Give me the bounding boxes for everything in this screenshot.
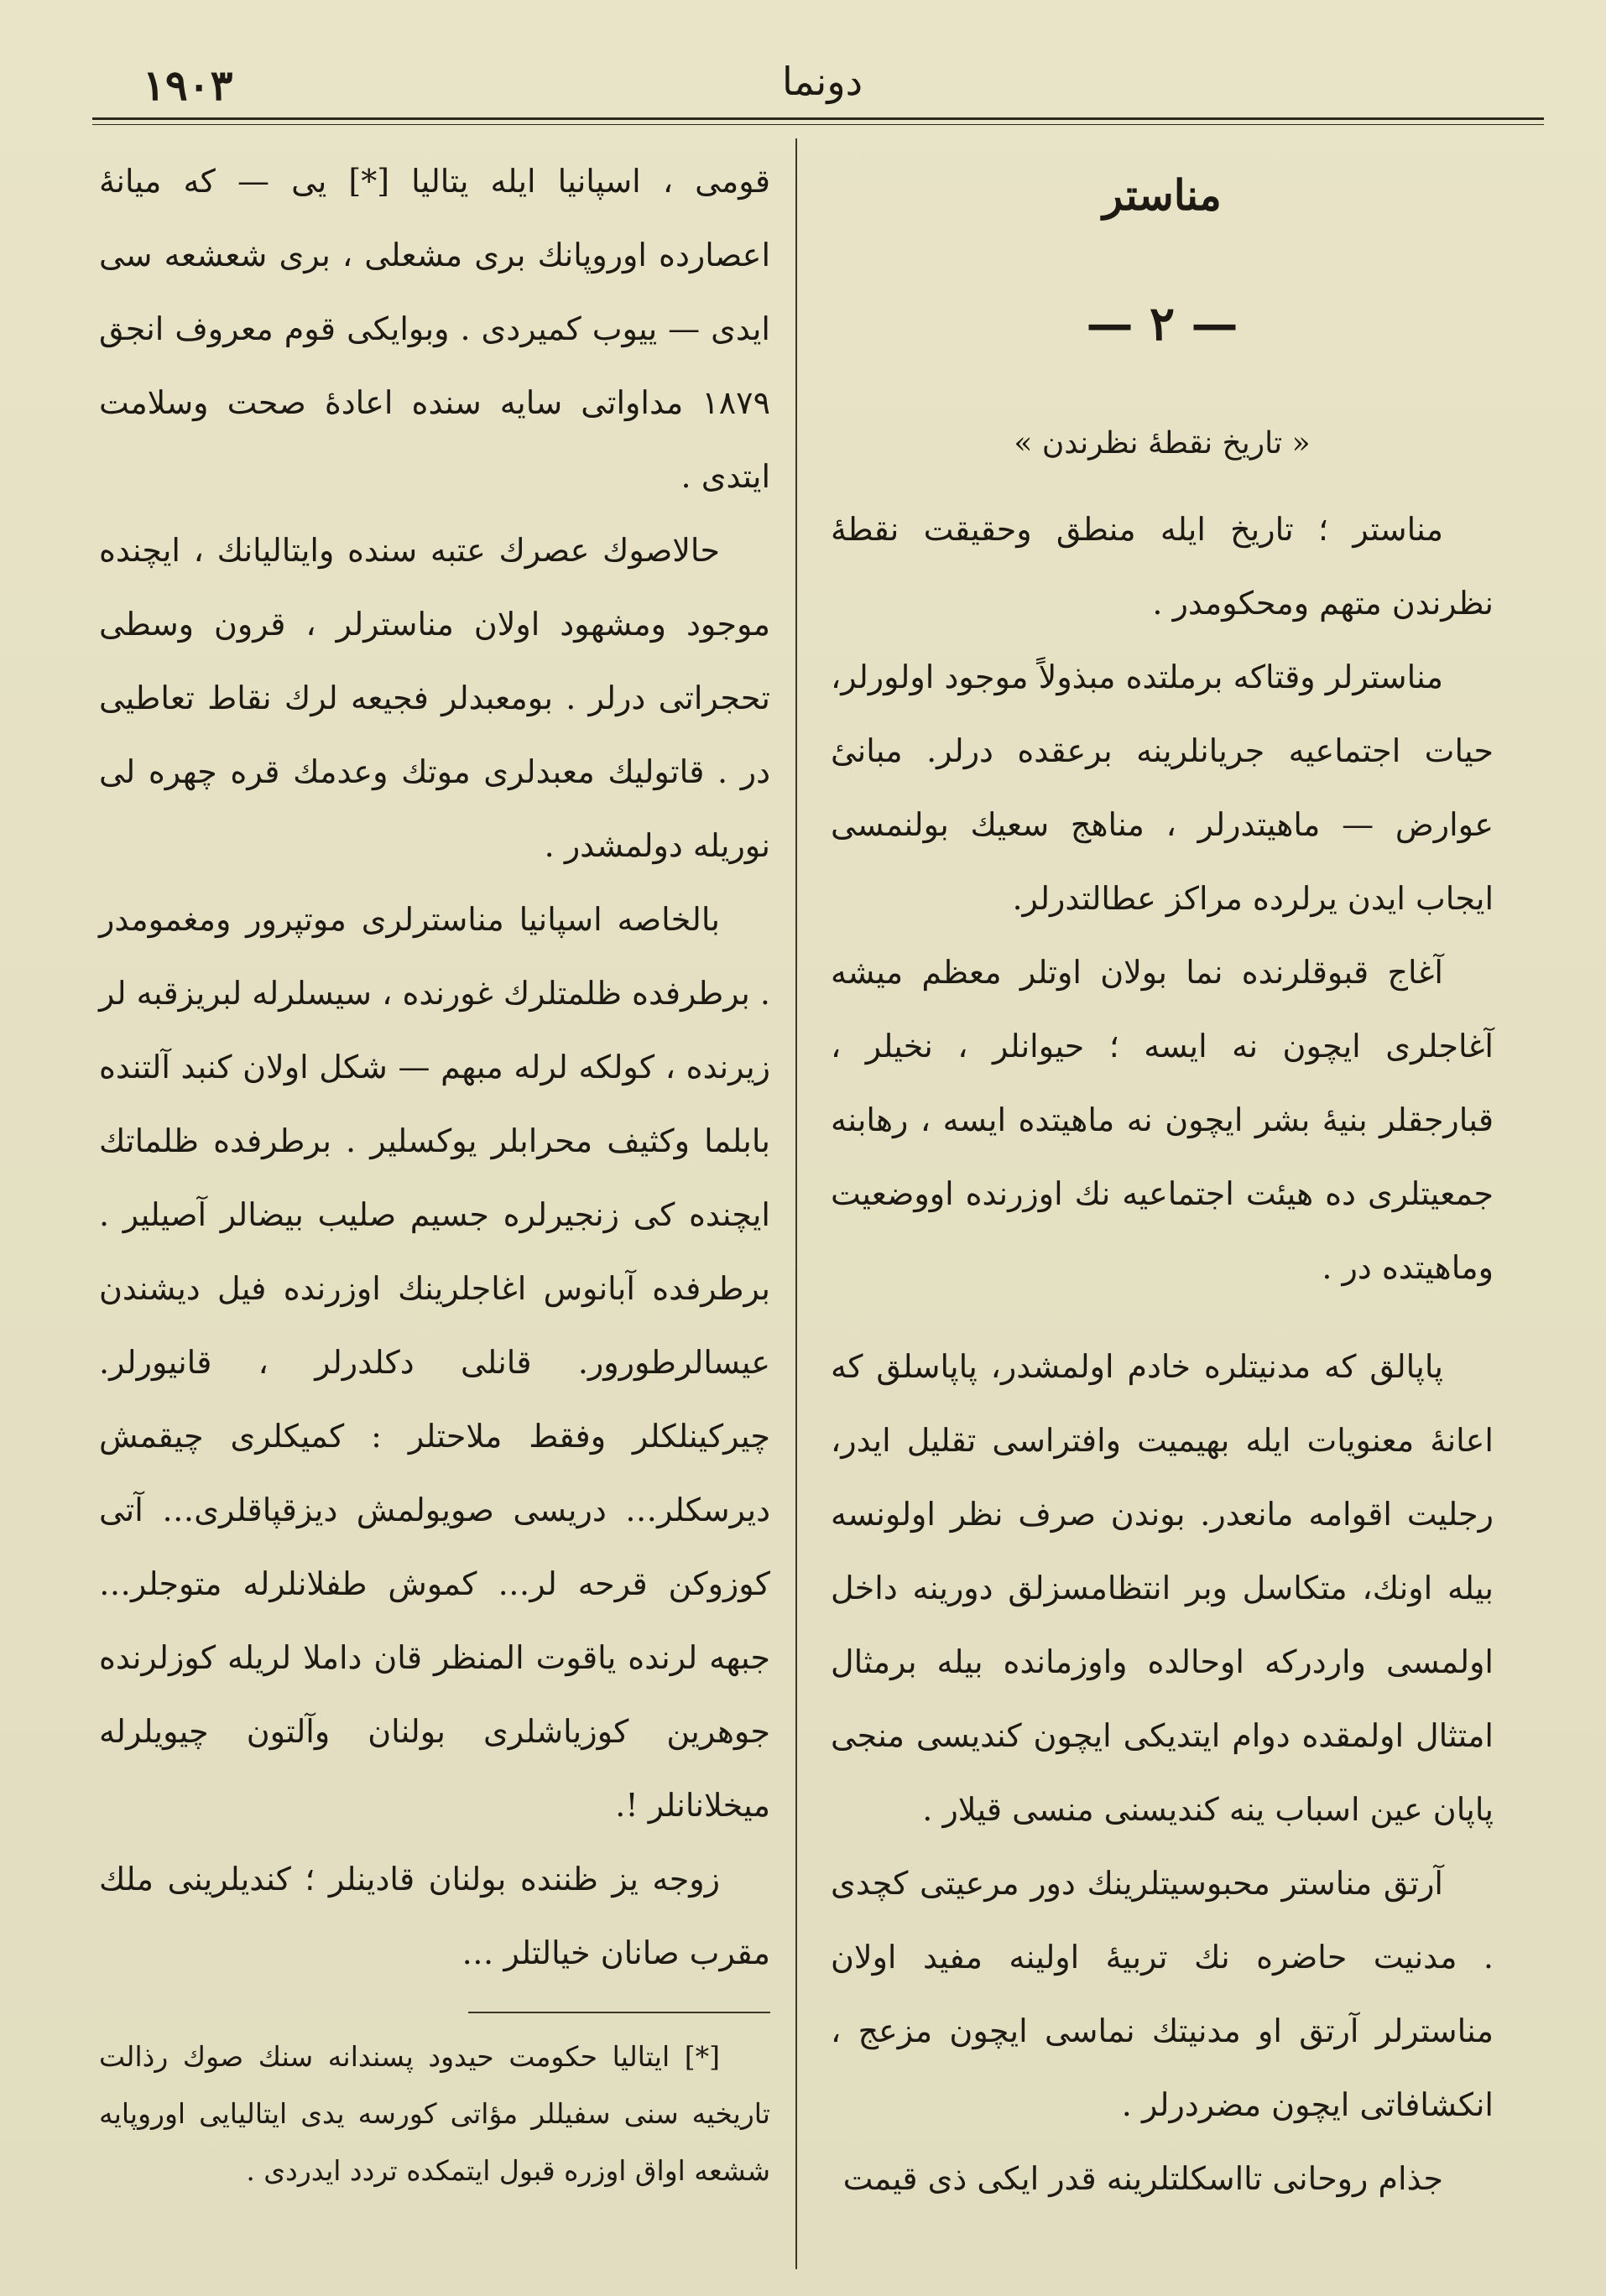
left-column [99, 144, 770, 2200]
paragraph: قومی ، اسپانيا ايله يتاليا [*] يی — كه ميانهٔ اعصارده اوروپانك بری مشعلی ، بری شعشعه سی ايدی — ييوب كميردی . وبوايكی قوم معروف انجق ١٨٧٩ مداواتی سايه سنده اعادهٔ صحت وسلامت ايتدی . [99, 163, 770, 495]
footnote-rule [468, 2012, 770, 2013]
article-number: — ٢ — [1086, 296, 1238, 351]
paragraph: آغاج قبوقلرنده نما بولان اوتلر معظم ميشه آغاجلری ايچون نه ايسه ؛ حيوانلر ، نخيلر ، قبارجقلر بنيهٔ بشر ايچون نه ماهيتده ايسه ، رهابنه جمعيتلری ده هيئت اجتماعيه نك اوزرنده اووضعيت وماهيتده در . [831, 954, 1494, 1286]
paragraph-gap [831, 1304, 1494, 1330]
paragraph: مناستر ؛ تاريخ ايله منطق وحقيقت نقطهٔ نظرندن متهم ومحكومدر . [831, 511, 1494, 622]
page-year: ١٩٠٣ [143, 60, 233, 110]
paragraph: پاپالق كه مدنيتلره خادم اولمشدر، پاپاسلق كه اعانهٔ معنويات ايله بهيميت وافتراسی تقليل ايدر، رجليت اقوامه مانعدر. بوندن صرف نظر اولونسه بيله اونك، متكاسل وبر انتظامسزلق دورينه داخل اولمسی واردركه اوحالده واوزمانده بيله برمثال امتثال اولمقده دوام ايتديكی ايچون كنديسی منجی پاپان عين اسباب ينه كنديسنی منسی قيلار . [831, 1348, 1494, 1828]
paragraph: بالخاصه اسپانيا مناسترلری موتپرور ومغمومدر . برطرفده ظلمتلرك غورنده ، سيسلرله لبريزقبه لر زيرنده ، كولكه لرله مبهم — شكل اولان كنبد آلتنده بابلما وكثيف محرابلر يوكسلير . برطرفده ظلماتك ايچنده كی زنجيرلره جسيم صليب بيضالر آصيلير . برطرفده آبانوس اغاجلرينك اوزرنده فيل ديشندن عيسالرطورور. قانلی دكلدرلر ، قانيورلر. چيركينلكلر وفقط ملاحتلر : كميكلری چيقمش ديرسكلر… دريسی صويولمش ديزقپاقلری… آتی كوزوكن قرحه لر… كموش طفلانلرله متوجلر… جبهه لرنده ياقوت المنظر قان داملا لريله كوزلرنده جوهرين كوزياشلری بولنان وآلتون چيويلرله ميخلانانلر !. [99, 901, 770, 1824]
header-rule [92, 117, 1544, 120]
right-column [831, 155, 1494, 2215]
header-rule-thin [92, 124, 1544, 125]
article-subtitle: « تاريخ نقطهٔ نظرندن » [1014, 426, 1311, 461]
column-divider [795, 138, 797, 2269]
footnote: [*] ايتاليا حكومت حيدود پسندانه سنك صوك رذالت تاريخيه سنی سفيللر مؤاتی كورسه يدی ايتاليايی اوروپايه ششعه اواق اوزره قبول ايتمكده تردد ايدردی . [99, 2040, 770, 2187]
paragraph: جذام روحانی تااسكلتلرينه قدر ايكی ذی قيمت [842, 2160, 1443, 2197]
paragraph: حالاصوك عصرك عتبه سنده وايتاليانك ، ايچنده موجود ومشهود اولان مناسترلر ، قرون وسطی تحجراتی درلر . بومعبدلر فجيعه لرك نقاط تعاطيی در . قاتوليك معبدلری موتك وعدمك قره چهره لی نوريله دولمشدر . [99, 532, 770, 864]
paragraph: مناسترلر وقتاكه برملتده مبذولاً موجود اولورلر، حيات اجتماعيه جريانلرينه برعقده درلر. مبانیٔ عوارض — ماهيتدرلر ، مناهج سعيك بولنمسی ايجاب ايدن يرلرده مراكز عطالتدرلر. [831, 659, 1494, 917]
running-title: دونما [781, 59, 863, 104]
paragraph: آرتق مناستر محبوسيتلرينك دور مرعيتی كچدی . مدنيت حاضره نك تربيهٔ اولينه مفيد اولان مناسترلر آرتق او مدنيتك نماسی ايچون مزعج ، انكشافاتی ايچون مضردرلر . [831, 1865, 1494, 2123]
paragraph: زوجه يز ظننده بولنان قادينلر ؛ كنديلرينی ملك مقرب صانان خيالتلر … [99, 1861, 770, 1971]
article-title: مناستر [1103, 170, 1222, 220]
